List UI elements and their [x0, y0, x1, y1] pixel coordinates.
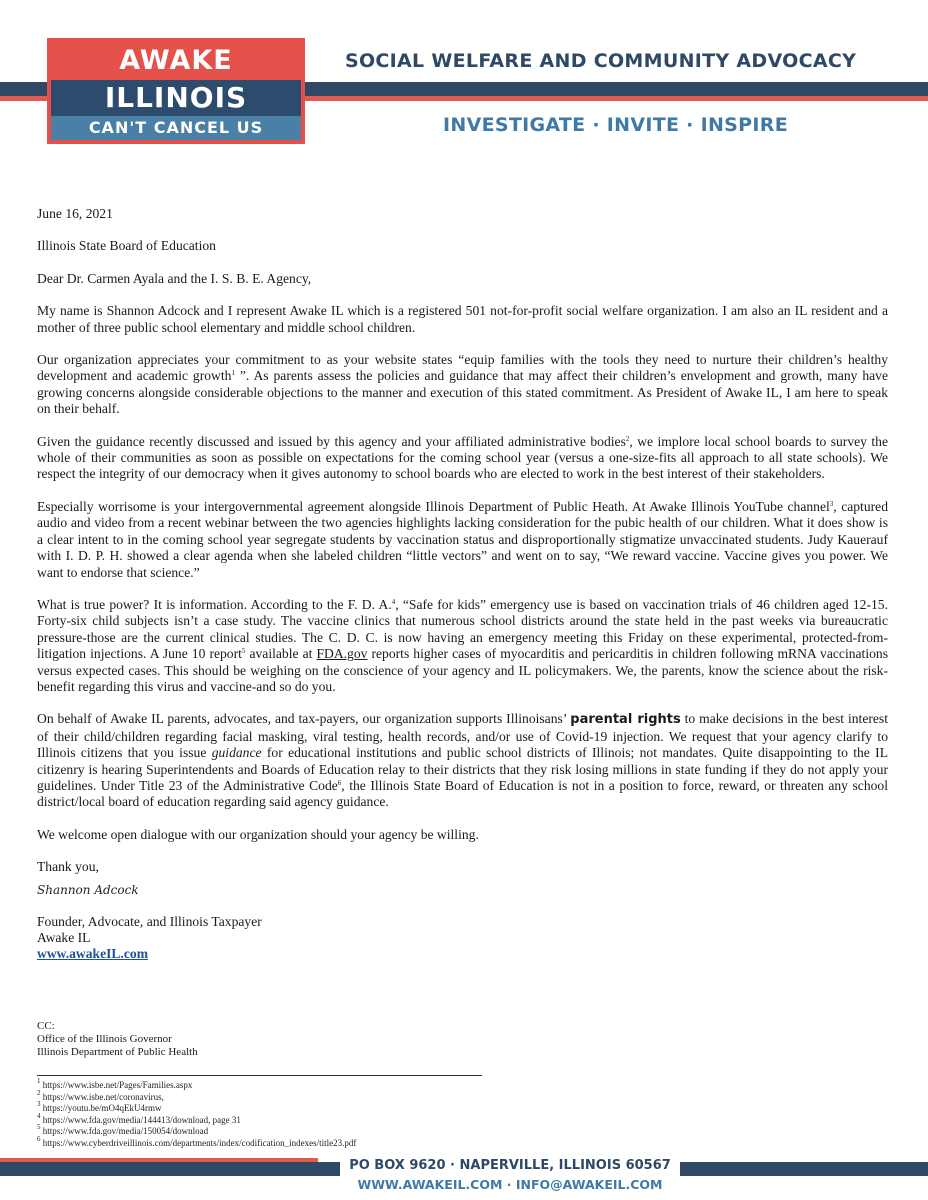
paragraph-guidance — [37, 434, 888, 483]
logo-line-cant-cancel-us: CAN'T CANCEL US — [51, 116, 301, 140]
paragraph-text: for educational institutions and public school districts of Illinois; not mandates. Quite disappointing to the IL citizenry is hearing Superintendents and Boards of Education relay to their districts that they risk losing millions in state funding if they do not apply your guidelines. Under Title 23 of the Administrative Code — [37, 745, 888, 793]
cc-governor: Office of the Illinois Governor — [37, 1033, 172, 1045]
paragraph-text: On behalf of Awake IL parents, advocates, and tax-payers, our organization supports Illinoisans’ — [37, 711, 571, 727]
footnote-number: 4 — [37, 1111, 41, 1120]
footnote-ref-2: 2 — [625, 434, 630, 443]
footer-contact[interactable]: WWW.AWAKEIL.COM · INFO@AWAKEIL.COM — [357, 1177, 663, 1192]
logo-line-awake: AWAKE — [51, 42, 301, 80]
footnote-number: 5 — [37, 1123, 41, 1132]
footnote-number: 2 — [37, 1088, 41, 1097]
footer-address: PO BOX 9620 · NAPERVILLE, ILLINOIS 60567 — [340, 1155, 680, 1177]
footnote-6 — [37, 1134, 537, 1150]
paragraph-text: to make decisions in the best interest of their child/children regarding facial masking, viral testing, health records, and/or use of Covid-19 injection. We request that your agency clarify to Illinois citizens that you issue — [37, 711, 888, 761]
signer-org: Awake IL — [37, 930, 91, 945]
handwritten-signature: Shannon Adcock — [37, 882, 139, 897]
signature-block — [37, 914, 888, 962]
cc-block — [37, 1020, 437, 1059]
footnote-1 — [37, 1077, 537, 1092]
letter-recipient: Illinois State Board of Education — [37, 238, 216, 254]
signer-title: Founder, Advocate, and Illinois Taxpayer — [37, 914, 262, 929]
footnote-number: 6 — [37, 1134, 41, 1143]
paragraph-text: Given the guidance recently discussed and issued by this agency and your affiliated administrative bodies — [37, 433, 626, 449]
paragraph-commitment — [37, 352, 888, 418]
footnote-number: 1 — [37, 1077, 41, 1085]
letter-closing: Thank you, — [37, 859, 99, 875]
footnote-url[interactable]: https://www.isbe.net/Pages/Families.aspx — [42, 1080, 193, 1090]
website-link[interactable]: www.awakeIL.com — [37, 946, 149, 961]
footnote-4 — [37, 1111, 537, 1127]
footnote-ref-4: 4 — [391, 597, 396, 606]
paragraph-text: reports higher cases of myocarditis and pericarditis in children following mRNA vaccinations versus expected cases. This should be weighing on the conscience of your agency and IL policymakers. We, the parents, know the science about the risk-benefit regarding this virus and vaccine-and so do you. — [37, 646, 888, 694]
paragraph-text: available at — [245, 646, 317, 662]
paragraph-dialogue: We welcome open dialogue with our organization should your agency be willing. — [37, 826, 479, 842]
footnote-3 — [37, 1100, 537, 1115]
footnote-url[interactable]: https://www.fda.gov/media/144413/download, page 31 — [42, 1114, 241, 1125]
letter-salutation: Dear Dr. Carmen Ayala and the I. S. B. E. Agency, — [37, 270, 312, 286]
paragraph-text: Especially worrisome is your intergovernmental agreement alongside Illinois Department of Public Heath. At Awake Illinois YouTube channel — [37, 498, 830, 514]
footnote-ref-3: 3 — [829, 499, 834, 508]
paragraph-text: Our organization appreciates your commitment to as your website states “equip families with the tools they need to nurture their children’s healthy development and academic growth — [37, 352, 888, 384]
letter-date: June 16, 2021 — [37, 206, 113, 221]
paragraph-parental-rights — [37, 711, 888, 810]
fda-gov-link[interactable]: FDA.gov — [316, 646, 368, 662]
paragraph-true-power — [37, 597, 888, 695]
footnotes — [37, 1077, 537, 1150]
org-heading: SOCIAL WELFARE AND COMMUNITY ADVOCACY — [345, 50, 857, 72]
paragraph-agreement — [37, 499, 888, 581]
footnote-url[interactable]: https://www.cyberdriveillinois.com/departments/index/codification_indexes/title23.pdf — [42, 1137, 357, 1148]
footnote-url[interactable]: https://www.isbe.net/coronavirus, — [42, 1091, 164, 1102]
paragraph-text: , “Safe for kids” emergency use is based on vaccination trials of 46 children aged 12-15. Forty-six child subjects isn’t a case study. The vaccine clinics that numerous school districts around the state held in the past weeks via bureaucratic pressure-those are the current clinical studies. The C. D. C. is now having an emergency meeting this Friday on these experimental, protected-from-litigation injections. A June 10 report — [37, 596, 888, 662]
paragraph-text: , captured audio and video from a recent webinar between the two agencies highlights lacking consideration for the pubic health of our children. What it does show is a clear intent to in the coming school year segregate students by vaccination status and disproportionally stigmatize unvaccinated students. Judy Kauerauf with I. D. P. H. showed a clear agenda when she labeled children “little vectors” and went on to say, “We reward vaccine. Vaccine gives you power. We want to endorse that science.” — [37, 498, 888, 580]
footnote-5 — [37, 1123, 537, 1138]
cc-label: CC: — [37, 1020, 55, 1032]
paragraph-text: ”. As parents assess the policies and guidance that may affect their children’s envelopment and growth, many have growing concerns alongside considerable objections to the manner and execution of this stated commitment. As President of Awake IL, I am here to speak on their behalf. — [37, 368, 888, 417]
footnote-ref-6: 6 — [337, 778, 342, 787]
footnote-2 — [37, 1088, 537, 1104]
footnote-url[interactable]: https://www.fda.gov/media/150054/download — [42, 1126, 209, 1137]
footnote-divider — [37, 1075, 482, 1076]
footnote-ref-5: 5 — [241, 647, 246, 656]
org-slogan: INVESTIGATE · INVITE · INSPIRE — [443, 114, 788, 136]
footnote-ref-1: 1 — [231, 369, 235, 378]
guidance-emphasis: guidance — [211, 745, 262, 761]
awake-illinois-logo — [47, 38, 305, 144]
cc-idph: Illinois Department of Public Health — [37, 1046, 198, 1058]
footnote-url[interactable]: https://youtu.be/mO4qEkU4rmw — [42, 1103, 162, 1114]
parental-rights-emphasis: parental rights — [570, 712, 681, 728]
paragraph-intro: My name is Shannon Adcock and I represent Awake IL which is a registered 501 not-for-profit social welfare organization. I am also an IL resident and a mother of three public school elementary and middle school children. — [37, 303, 888, 335]
paragraph-text: What is true power? It is information. According to the F. D. A. — [37, 596, 392, 612]
paragraph-text: , the Illinois State Board of Education is not in a position to force, reward, or threaten any school district/local board of education regarding said agency guidance. — [37, 777, 888, 810]
letter-body — [37, 206, 888, 962]
footnote-number: 3 — [37, 1100, 41, 1109]
paragraph-text: , we implore local school boards to survey the whole of their communities as soon as possible on expectations for the coming school year (versus a one-size-fits all approach to all state schools). We respect the integrity of our democracy when it gives autonomy to school boards who are elected to work in the best interest of their stakeholders. — [37, 433, 888, 482]
logo-line-illinois: ILLINOIS — [51, 80, 301, 116]
